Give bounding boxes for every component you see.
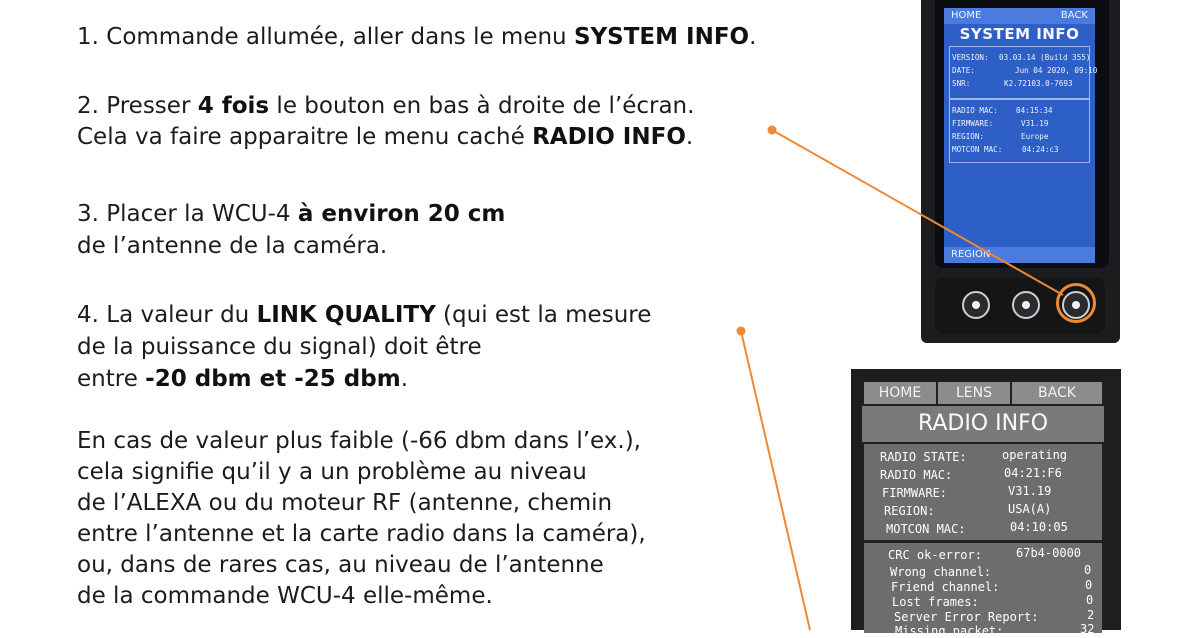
server-error-value: 2 <box>1087 608 1095 622</box>
callout-dot-step-4 <box>737 327 746 336</box>
radio-mac-value-2: 04:21:F6 <box>1004 466 1062 480</box>
missing-packet-label: Missing packet: <box>895 624 1004 638</box>
wrong-channel-label: Wrong channel: <box>890 565 992 579</box>
snr-value: K2.72103.0-7693 <box>1004 79 1073 88</box>
note-line-5: ou, dans de rares cas, au niveau de l’antenne <box>77 552 604 578</box>
step-4-emphasis: LINK QUALITY <box>256 302 436 328</box>
step-4-line-3-emphasis: -20 dbm et -25 dbm <box>145 366 401 392</box>
lost-frames-label: Lost frames: <box>892 595 979 609</box>
step-3-emphasis: à environ 20 cm <box>297 201 506 227</box>
callout-line-step-4 <box>741 331 810 630</box>
system-info-title: SYSTEM INFO <box>959 25 1080 43</box>
step-4-line-3-text: entre <box>77 366 146 392</box>
firmware-value-2: V31.19 <box>1008 484 1052 498</box>
step-2-line-2-suffix: . <box>685 124 694 150</box>
note-line-6: de la commande WCU-4 elle-même. <box>77 583 493 609</box>
step-4-line-3-suffix: . <box>400 366 408 392</box>
step-2-text: 2. Presser <box>77 93 198 119</box>
tab-lens[interactable]: LENS <box>938 382 1010 404</box>
back-button[interactable]: BACK <box>1060 10 1088 21</box>
version-label: VERSION: <box>952 53 989 62</box>
firmware-label: FIRMWARE: <box>952 119 994 128</box>
region-button[interactable]: REGION <box>951 249 991 260</box>
tab-home[interactable]: HOME <box>864 382 936 404</box>
region-label-2: REGION: <box>884 504 935 518</box>
motcon-mac-label: MOTCON MAC: <box>952 145 1003 154</box>
date-label: DATE: <box>952 66 975 75</box>
step-4-text: 4. La valeur du <box>77 302 257 328</box>
radio-state-label: RADIO STATE: <box>880 450 967 464</box>
date-value: Jun 04 2020, 09:10 <box>1015 66 1098 75</box>
radio-mac-value: 04:15:34 <box>1016 106 1053 115</box>
note-line-3: de l’ALEXA ou du moteur RF (antenne, chemin <box>77 490 613 516</box>
tab-back[interactable]: BACK <box>1012 382 1102 404</box>
lost-frames-value: 0 <box>1086 593 1094 607</box>
region-value-2: USA(A) <box>1008 502 1052 516</box>
note-line-2: cela signifie qu’il y a un problème au niveau <box>77 459 587 485</box>
radio-info-title: RADIO INFO <box>862 406 1104 442</box>
radio-mac-label: RADIO MAC: <box>952 106 998 115</box>
step-4-suffix: (qui est la mesure <box>435 302 652 328</box>
callout-dot-step-2 <box>768 126 777 135</box>
step-2-suffix: le bouton en bas à droite de l’écran. <box>269 93 695 119</box>
step-1-emphasis: SYSTEM INFO <box>573 24 750 50</box>
missing-packet-value: 32 <box>1080 622 1095 636</box>
wrong-channel-value: 0 <box>1084 563 1092 577</box>
snr-label: SNR: <box>952 79 971 88</box>
motcon-mac-value: 04:24:c3 <box>1022 145 1059 154</box>
step-2-emphasis: 4 fois <box>197 93 270 119</box>
step-1-text: 1. Commande allumée, aller dans le menu <box>77 24 574 50</box>
firmware-value: V31.19 <box>1021 119 1049 128</box>
friend-channel-label: Friend channel: <box>891 580 1000 594</box>
step-3-line-2: de l’antenne de la caméra. <box>77 233 388 259</box>
step-4-line-2: de la puissance du signal) doit être <box>77 334 482 360</box>
server-error-label: Server Error Report: <box>894 610 1039 624</box>
motcon-mac-label-2: MOTCON MAC: <box>886 522 966 536</box>
radio-mac-label-2: RADIO MAC: <box>880 468 953 482</box>
crc-label: CRC ok-error: <box>888 548 982 562</box>
step-3-text: 3. Placer la WCU-4 <box>77 201 298 227</box>
home-button[interactable]: HOME <box>951 10 982 21</box>
note-line-1: En cas de valeur plus faible (-66 dbm dans l’ex.), <box>77 428 641 454</box>
firmware-label-2: FIRMWARE: <box>882 486 948 500</box>
crc-value: 67b4-0000 <box>1016 546 1082 560</box>
note-line-4: entre l’antenne et la carte radio dans la caméra), <box>77 521 646 547</box>
region-value: Europe <box>1021 132 1049 141</box>
radio-state-value: operating <box>1002 448 1068 462</box>
step-2-line-2-text: Cela va faire apparaitre le menu caché <box>77 124 533 150</box>
step-1-suffix: . <box>749 24 757 50</box>
friend-channel-value: 0 <box>1085 578 1093 592</box>
step-2-line-2-emphasis: RADIO INFO <box>532 124 686 150</box>
callout-line-step-2 <box>772 130 1063 295</box>
motcon-mac-value-2: 04:10:05 <box>1010 520 1068 534</box>
version-value: 03.03.14 (Build 355) <box>999 53 1091 62</box>
region-label: REGION: <box>952 132 985 141</box>
